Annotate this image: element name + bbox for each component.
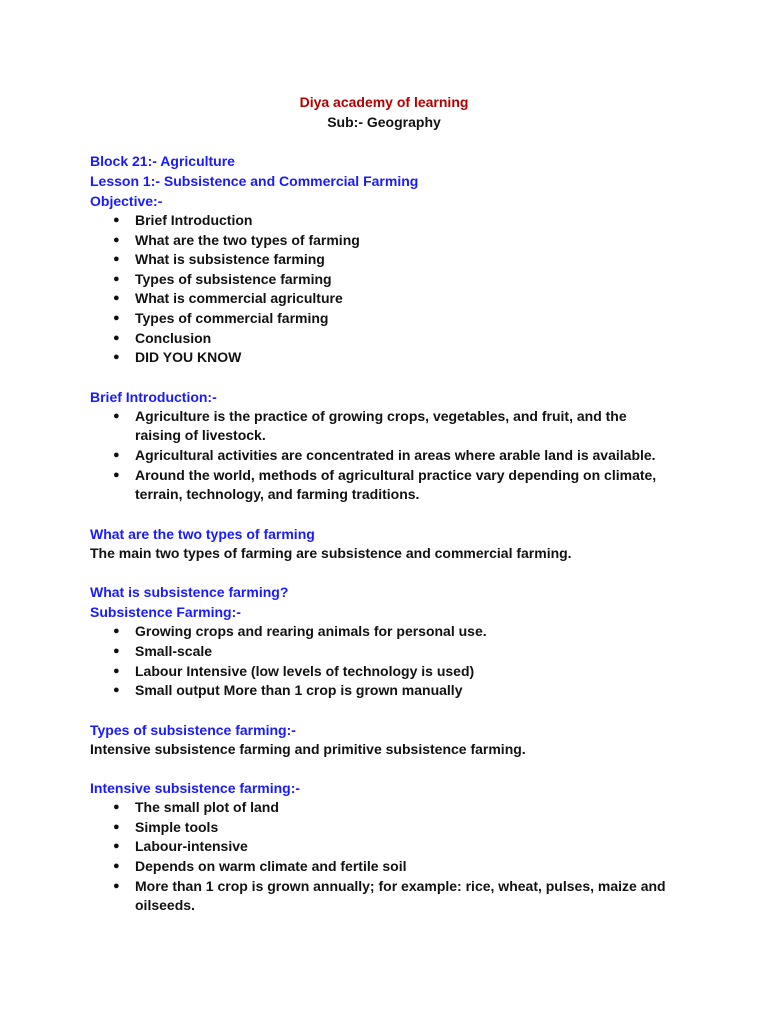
spacer: [90, 759, 678, 778]
list-item: ● What is subsistence farming: [135, 250, 678, 270]
subsistence-heading: What is subsistence farming?: [90, 584, 289, 601]
block-title: Block 21:- Agriculture: [90, 153, 235, 169]
list-item: ● DID YOU KNOW: [135, 348, 678, 368]
list-item: ● Conclusion: [135, 329, 678, 349]
spacer: [90, 701, 678, 720]
two-types-heading: What are the two types of farming: [90, 525, 315, 542]
types-subsistence-text: Intensive subsistence farming and primitive subsistence farming.: [90, 740, 526, 757]
list-item: ● Around the world, methods of agricultural practice vary depending on climate, terrain, technology, and farming traditions.: [135, 466, 678, 505]
list-item: ● What is commercial agriculture: [135, 289, 678, 309]
list-item: ● Brief Introduction: [135, 211, 678, 231]
list-item: ● Depends on warm climate and fertile soil: [135, 857, 678, 877]
list-item: ● Types of commercial farming: [135, 309, 678, 329]
list-item: ● Types of subsistence farming: [135, 270, 678, 290]
list-item: ● The small plot of land: [135, 798, 678, 818]
list-item: ● Labour-intensive: [135, 837, 678, 857]
list-item: ● Small-scale: [135, 642, 678, 662]
intensive-list: [90, 798, 678, 916]
list-item: ● Agriculture is the practice of growing crops, vegetables, and fruit, and the raising of livestock.: [135, 407, 678, 446]
subsistence-subheading: Subsistence Farming:-: [90, 604, 241, 621]
list-item: ● What are the two types of farming: [135, 231, 678, 251]
spacer: [90, 563, 678, 582]
two-types-text: The main two types of farming are subsistence and commercial farming.: [90, 544, 572, 561]
list-item: ● More than 1 crop is grown annually; for example: rice, wheat, pulses, maize and oilseeds.: [135, 877, 678, 916]
subject-line: Sub:- Geography: [327, 114, 441, 130]
brief-intro-heading: Brief Introduction:-: [90, 388, 217, 405]
list-item: ● Small output More than 1 crop is grown manually: [135, 681, 678, 701]
list-item: ● Agricultural activities are concentrated in areas where arable land is available.: [135, 446, 678, 466]
spacer: [90, 505, 678, 524]
lesson-title: Lesson 1:- Subsistence and Commercial Farming: [90, 173, 419, 189]
objective-list: [90, 211, 678, 368]
brief-intro-list: [90, 407, 678, 505]
list-item: ● Simple tools: [135, 818, 678, 838]
spacer: [90, 132, 678, 151]
intensive-heading: Intensive subsistence farming:-: [90, 780, 301, 797]
school-name: Diya academy of learning: [299, 94, 469, 110]
types-subsistence-heading: Types of subsistence farming:-: [90, 721, 296, 738]
objective-heading: Objective:-: [90, 193, 163, 209]
list-item: ● Labour Intensive (low levels of technology is used): [135, 662, 678, 682]
list-item: ● Growing crops and rearing animals for personal use.: [135, 622, 678, 642]
spacer: [90, 368, 678, 387]
subsistence-list: [90, 622, 678, 700]
